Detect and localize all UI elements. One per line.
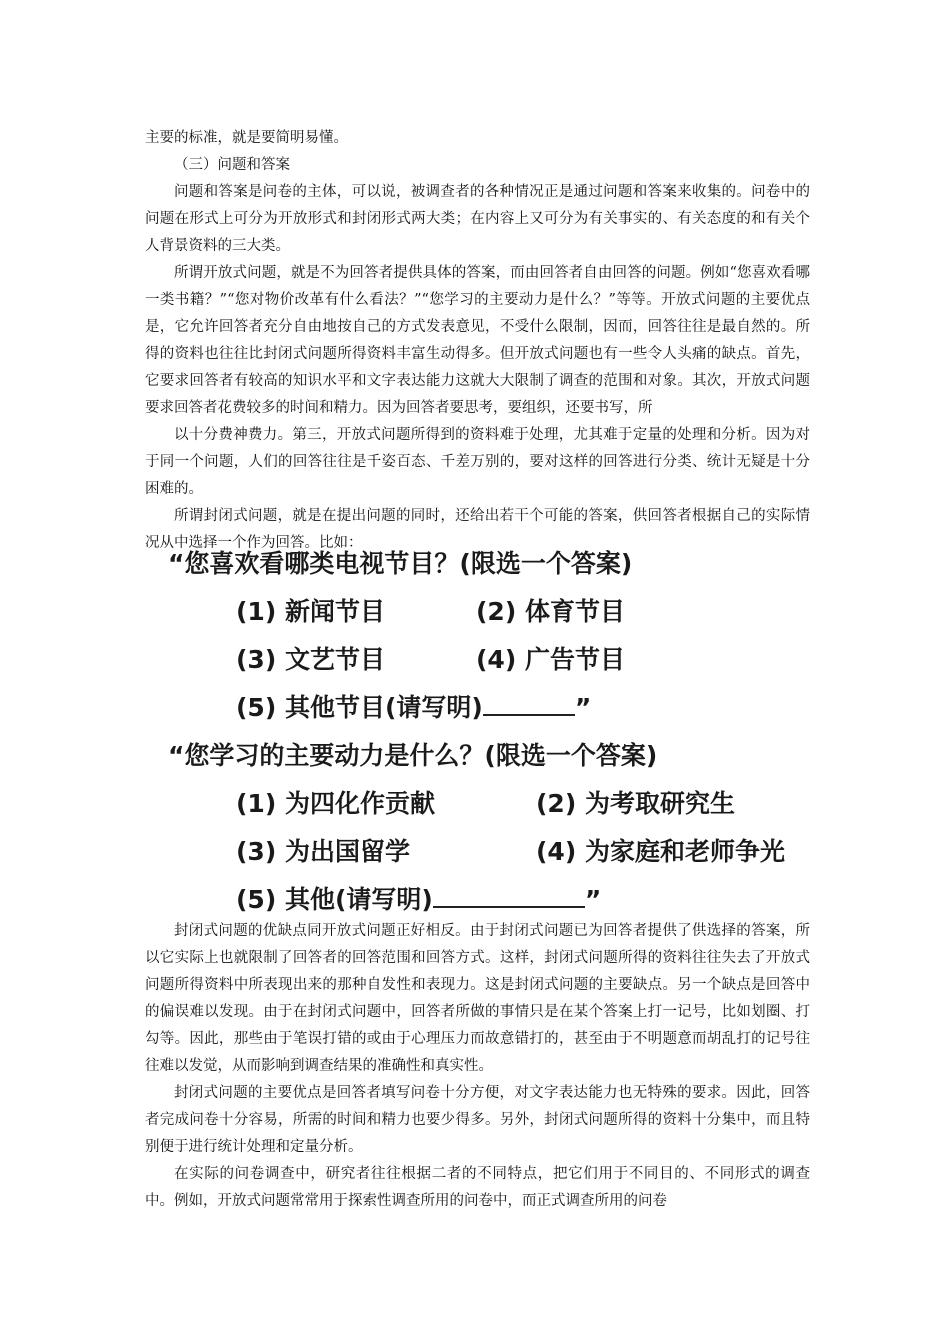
tv-option-1: (1) 新闻节目 [236, 597, 385, 626]
tv-option-4: (4) 广告节目 [476, 645, 625, 674]
top-text-block [145, 125, 810, 557]
paragraph-closed-questions: 所谓封闭式问题，就是在提出问题的同时，还给出若干个可能的答案，供回答者根据自己的实际情况从中选择一个作为回答。比如： [145, 508, 810, 551]
tv-options-row3 [168, 684, 858, 732]
example-question-tv: “您喜欢看哪类电视节目？(限选一个答案) [168, 549, 633, 578]
study-options-row1 [168, 780, 858, 828]
tv-option-2: (2) 体育节目 [476, 597, 625, 626]
section-heading: （三）问题和答案 [174, 157, 290, 173]
tv-option-5: (5) 其他节目(请写明) [236, 693, 483, 722]
study-option-4: (4) 为家庭和老师争光 [536, 837, 785, 866]
paragraph-continuation: 主要的标准，就是要简明易懂。 [145, 130, 348, 146]
study-option-1: (1) 为四化作贡献 [236, 789, 435, 818]
paragraph-open-questions: 所谓开放式问题，就是不为回答者提供具体的答案，而由回答者自由回答的问题。例如“您喜欢看哪一类书籍？”“您对物价改革有什么看法？”“您学习的主要动力是什么？”等等。开放式问题的主要优点是，它允许回答者充分自由地按自己的方式发表意见，不受什么限制，因而，回答往往是最自然的。所得的资料也往往比封闭式问题所得资料丰富生动得多。但开放式问题也有一些令人头痛的缺点。首先，它要求回答者有较高的知识水平和文字表达能力这就大大限制了调查的范围和对象。其次，开放式问题要求回答者花费较多的时间和精力。因为回答者要思考，要组织，还要书写，所 [145, 265, 810, 416]
study-options-row2 [168, 828, 858, 876]
paragraph-closed-drawbacks: 封闭式问题的优缺点同开放式问题正好相反。由于封闭式问题已为回答者提供了供选择的答案，所以它实际上也就限制了回答者的回答范围和回答方式。这样，封闭式问题所得的资料往往失去了开放式问题所得资料中所表现出来的那种自发性和表现力。这是封闭式问题的主要缺点。另一个缺点是回答中的偏误难以发现。由于在封闭式问题中，回答者所做的事情只是在某个答案上打一记号，比如划圈、打勾等。因此，那些由于笔误打错的或由于心理压力而故意错打的，甚至由于不明题意而胡乱打的记号往往难以发觉，从而影响到调查结果的准确性和真实性。 [145, 923, 810, 1074]
paragraph-closed-advantages: 封闭式问题的主要优点是回答者填写问卷十分方便，对文字表达能力也无特殊的要求。因此，回答者完成问卷十分容易，所需的时间和精力也要少得多。另外，封闭式问题所得的资料十分集中，而且特别便于进行统计处理和定量分析。 [145, 1085, 810, 1155]
paragraph-open-drawbacks: 以十分费神费力。第三，开放式问题所得到的资料难于处理，尤其难于定量的处理和分析。因为对于同一个问题，人们的回答往往是千姿百态、千差万别的，要对这样的回答进行分类、统计无疑是十分困难的。 [145, 427, 810, 497]
study-option-3: (3) 为出国留学 [236, 837, 410, 866]
tv-options-row1 [168, 588, 858, 636]
study-option-5-quote: ” [584, 885, 602, 914]
study-option-5-blank [433, 884, 585, 908]
study-option-2: (2) 为考取研究生 [536, 789, 735, 818]
study-options-row3 [168, 876, 858, 924]
bottom-text-block [145, 918, 810, 1215]
tv-option-3: (3) 文艺节目 [236, 645, 385, 674]
example-question-study: “您学习的主要动力是什么？(限选一个答案) [168, 741, 658, 770]
tv-options-row2 [168, 636, 858, 684]
tv-option-5-quote: ” [574, 693, 592, 722]
example-scanned-figure [168, 540, 858, 924]
study-option-5: (5) 其他(请写明) [236, 885, 433, 914]
paragraph-practice: 在实际的问卷调查中，研究者往往根据二者的不同特点，把它们用于不同目的、不同形式的调查中。例如，开放式问题常常用于探索性调查所用的问卷中，而正式调查所用的问卷 [145, 1166, 810, 1209]
tv-option-5-blank [483, 692, 575, 716]
paragraph-main-body: 问题和答案是问卷的主体，可以说，被调查者的各种情况正是通过问题和答案来收集的。问卷中的问题在形式上可分为开放形式和封闭形式两大类；在内容上又可分为有关事实的、有关态度的和有关个人背景资料的三大类。 [145, 184, 810, 254]
